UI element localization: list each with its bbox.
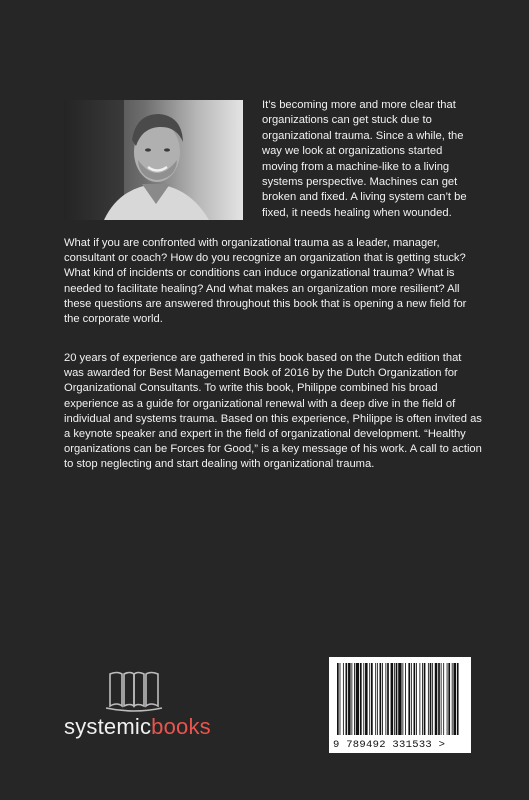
publisher-name-part-1: systemic [64,714,152,739]
barcode-bar [441,663,442,735]
barcode-bar [340,663,341,735]
barcode-bar [432,663,433,735]
barcode-bars [329,657,471,737]
barcode-bar [438,663,440,735]
barcode-bar [416,663,417,735]
barcode-bar [391,663,394,735]
publisher-logo [64,668,224,748]
barcode-bar [348,663,351,735]
intro-paragraph: It’s becoming more and more clear that organizations can get stuck due to organizational trauma. Since a while, the way we look at organizations started moving from a machine-like to a living systems perspective. Machines can get broken and fixed. A living system can’t be fixed, it needs healing when wounded. [262,99,467,219]
barcode-bar [351,663,352,735]
barcode-bar [453,663,456,735]
barcode-bar [363,663,364,735]
barcode-bar [408,663,410,735]
barcode-bar [447,663,448,735]
barcode-bar [424,663,426,735]
barcode-bar [360,663,362,735]
barcode-bar [346,663,348,735]
barcode-bar [396,663,398,735]
barcode-bar [405,663,406,735]
barcode-bar [457,663,459,735]
barcode-bar [365,663,368,735]
barcode-bar [452,663,453,735]
barcode-bar [422,663,423,735]
barcode-bar [398,663,401,735]
barcode-bar [419,663,420,735]
barcode-bar [385,663,386,735]
barcode-bar [356,663,359,735]
barcode-bar [414,663,416,735]
barcode-bar [343,663,344,735]
barcode-bar [402,663,403,735]
barcode-bar [369,663,370,735]
barcode-bar [354,663,355,735]
barcode [329,657,471,753]
barcode-bar [443,663,444,735]
barcode-bar [428,663,429,735]
books-icon [104,668,164,714]
barcode-bar [411,663,412,735]
barcode-bar [377,663,378,735]
barcode-bar [435,663,438,735]
author-photo [64,100,243,220]
barcode-bar [337,663,339,735]
publisher-name [64,714,211,740]
questions-paragraph: What if you are confronted with organizational trauma as a leader, manager, consultant or coach? How do you recognize an organization that is getting stuck? What kind of incidents or conditions can induce organizational trauma? What is needed to facilitate healing? And what makes an organization more resilient? All these questions are answered throughout this book that is opening a new field for the corporate world. [64,237,467,326]
barcode-bar [380,663,382,735]
publisher-name-part-2: books [151,714,211,739]
barcode-bar [371,663,373,735]
barcode-bar [430,663,432,735]
barcode-bar [394,663,395,735]
barcode-bar [448,663,450,735]
experience-paragraph: 20 years of experience are gathered in this book based on the Dutch edition that was awarded for Best Management Book of 2016 by the Dutch Organization for Organizational Consultants. To write this book, Philippe combined his broad experience as a guide for organizational renewal with a deep dive in the field of individual and systems trauma. Based on this experience, Philippe is often invited as a keynote speaker and expert in the field of organizational development. “Healthy organizations can be Forces for Good,” is a key message of his work. A call to action to stop neglecting and start dealing with organizational trauma. [64,352,482,471]
barcode-bar [387,663,389,735]
barcode-digits: 9 789492 331533 > [333,739,446,751]
barcode-bar [382,663,383,735]
barcode-bar [375,663,376,735]
